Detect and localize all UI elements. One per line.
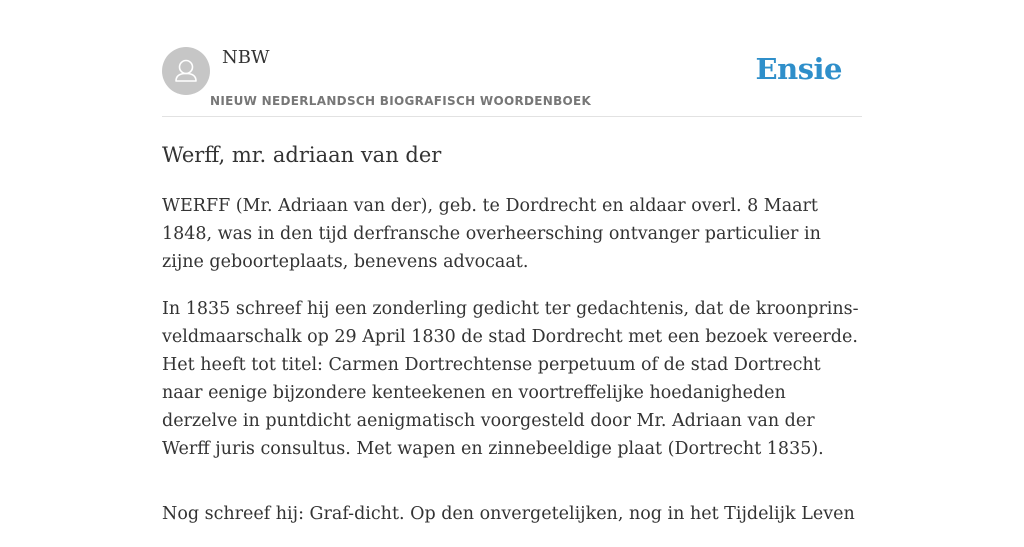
ensie-logo[interactable]: Ensie [755,52,842,86]
article-header [162,0,862,117]
article-title: Werff, mr. adriaan van der [162,143,442,167]
article-paragraph-2: In 1835 schreef hij een zonderling gedicht ter gedachtenis, dat de kroonprins-veldmaarschalk op 29 April 1830 de stad Dordrecht met een bezoek vereerde. Het heeft tot titel: Carmen Dortrechtense perpetuum of de stad Dortrecht naar eenige bijzondere kenteekenen en voortreffelijke hoedanigheden derzelve in puntdicht aenigmatisch voorgesteld door Mr. Adriaan van der Werff juris consultus. Met wapen en zinnebeeldige plaat (Dortrecht 1835). [162,299,859,459]
user-silhouette-icon [162,47,210,95]
article-body [162,192,862,547]
source-full-name[interactable]: NIEUW NEDERLANDSCH BIOGRAFISCH WOORDENBOEK [210,94,592,108]
user-avatar-icon[interactable] [162,47,210,95]
content-column [162,0,862,524]
source-abbreviation[interactable]: NBW [222,47,270,68]
article-paragraph-1: WERFF (Mr. Adriaan van der), geb. te Dordrecht en aldaar overl. 8 Maart 1848, was in den tijd derfransche overheersching ontvanger particulier in zijne geboorteplaats, benevens advocaat. [162,196,821,272]
article-paragraph-3: Nog schreef hij: Graf-dicht. Op den onvergetelijken, nog in het Tijdelijk Leven [162,504,855,524]
